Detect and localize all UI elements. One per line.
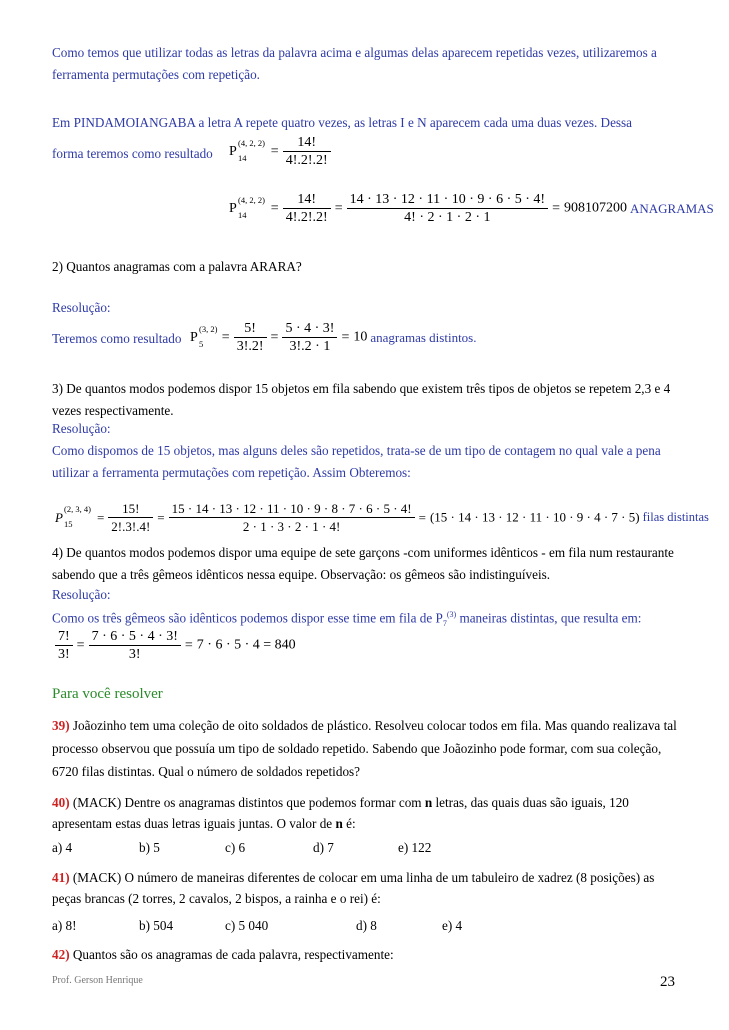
option-c: c) 5 040: [225, 918, 269, 933]
resolution-2-label: Resolução:: [52, 300, 111, 315]
resolution-3-label: Resolução:: [52, 421, 111, 436]
intro-paragraph: Como temos que utilizar todas as letras da palavra acima e algumas delas aparecem repetidas vezes, utilizaremos a ferramenta permutações com repetição.: [52, 45, 657, 82]
option-a: a) 4: [52, 840, 73, 855]
option-b: b) 5: [139, 840, 160, 855]
equation-3: P (3, 2) 5 = $\frac{5!}{3!.2!}$ = $\frac{5 \cdot 4 \cdot 3!}{3!.2 \cdot 1}$ = 10 anagramas distintos.: [190, 321, 477, 354]
option-b: b) 504: [139, 918, 174, 933]
option-c: c) 6: [225, 840, 246, 855]
equation-4: P (2, 3, 4) 15 = $\frac{15!}{2!.3!.4!}$ = $\frac{15 \cdot 14 \cdot 13 \cdot 12 \cdot 11 \cdot 10 \cdot 9 \cdot 8 \cdot 7 \cdot 6 \cdot 5 \cdot 4!}{2 \cdot 1 \cdot 3 \cdot 2 \cdot 1 \cdot 4!}$ = (15 · 14 · 13 · 12 · 11 · 10 · 9 · 4 · 7 · 5) filas distintas: [55, 501, 709, 534]
resolution-4-label: Resolução:: [52, 587, 111, 602]
pindamoiangaba-paragraph: Em PINDAMOIANGABA a letra A repete quatro vezes, as letras I e N aparecem cada uma duas vezes. Dessa: [52, 115, 633, 130]
equation-5: $\frac{7!}{3!}$ = $\frac{7 \cdot 6 \cdot 5 \cdot 4 \cdot 3!}{3!}$ = 7 · 6 · 5 · 4 = 840: [55, 628, 296, 663]
forma-text: forma teremos como resultado: [52, 146, 213, 161]
question-39: 39) Joãozinho tem uma coleção de oito soldados de plástico. Resolveu colocar todos em fila. Mas quando realizava tal processo observou que possuía um tipo de soldado repetido. Sabendo que Joãozinho pode formar, com sua coleção, 6720 filas distintas. Qual o número de soldados repetidos?: [52, 718, 677, 779]
option-e: e) 122: [398, 840, 432, 855]
question-3: 3) De quantos modos podemos dispor 15 objetos em fila sabendo que existem três tipos de objetos se repetem 2,3 e 4 vezes respectivamente.: [52, 381, 671, 418]
resolution-4-text: Como os três gêmeos são idênticos podemos dispor esse time em fila de $P_7^{(3)}$ maneiras distintas, que resulta em:: [52, 610, 642, 629]
question-42: 42) Quantos são os anagramas de cada palavra, respectivamente:: [52, 947, 394, 962]
footer-author: Prof. Gerson Henrique: [52, 975, 143, 986]
question-41: 41) (MACK) O número de maneiras diferentes de colocar em uma linha de um tabuleiro de xadrez (8 posições) as peças brancas (2 torres, 2 cavalos, 2 bispos, a rainha e o rei) é:: [52, 870, 655, 906]
question-4: 4) De quantos modos podemos dispor uma equipe de sete garçons -com uniformes idênticos - em fila num restaurante sabendo que a três gêmeos idênticos nessa equipe. Observação: os gêmeos são indistinguíveis.: [52, 545, 674, 582]
question-2: 2) Quantos anagramas com a palavra ARARA?: [52, 259, 302, 274]
option-d: d) 7: [313, 840, 334, 855]
equation-2: P (4, 2, 2) 14 = $\frac{14!}{4!.2!.2!}$ = $\frac{14 \cdot 13 \cdot 12 \cdot 11 \cdot 10 \cdot 9 \cdot 6 \cdot 5 \cdot 4!}{4! \cdot 2 \cdot 1 \cdot 2 \cdot 1}$ = 908107200 ANAGRAMAS: [229, 192, 714, 225]
option-e: e) 4: [442, 918, 463, 933]
question-40: 40) (MACK) Dentre os anagramas distintos que podemos formar com n letras, das quais duas são iguais, 120 apresentam estas duas letras iguais juntas. O valor de n é:: [52, 795, 629, 831]
resolution-2-text: Teremos como resultado: [52, 331, 182, 346]
equation-1: P (4, 2, 2) 14 = $\frac{14!}{4!.2!.2!}$: [229, 134, 331, 169]
section-title: Para você resolver: [52, 686, 163, 702]
page-number: 23: [660, 974, 675, 990]
option-d: d) 8: [356, 918, 377, 933]
resolution-3-text: Como dispomos de 15 objetos, mas alguns deles são repetidos, trata-se de um tipo de contagem no qual vale a pena utilizar a ferramenta permutações com repetição. Assim Obteremos:: [52, 443, 661, 480]
option-a: a) 8!: [52, 918, 77, 933]
